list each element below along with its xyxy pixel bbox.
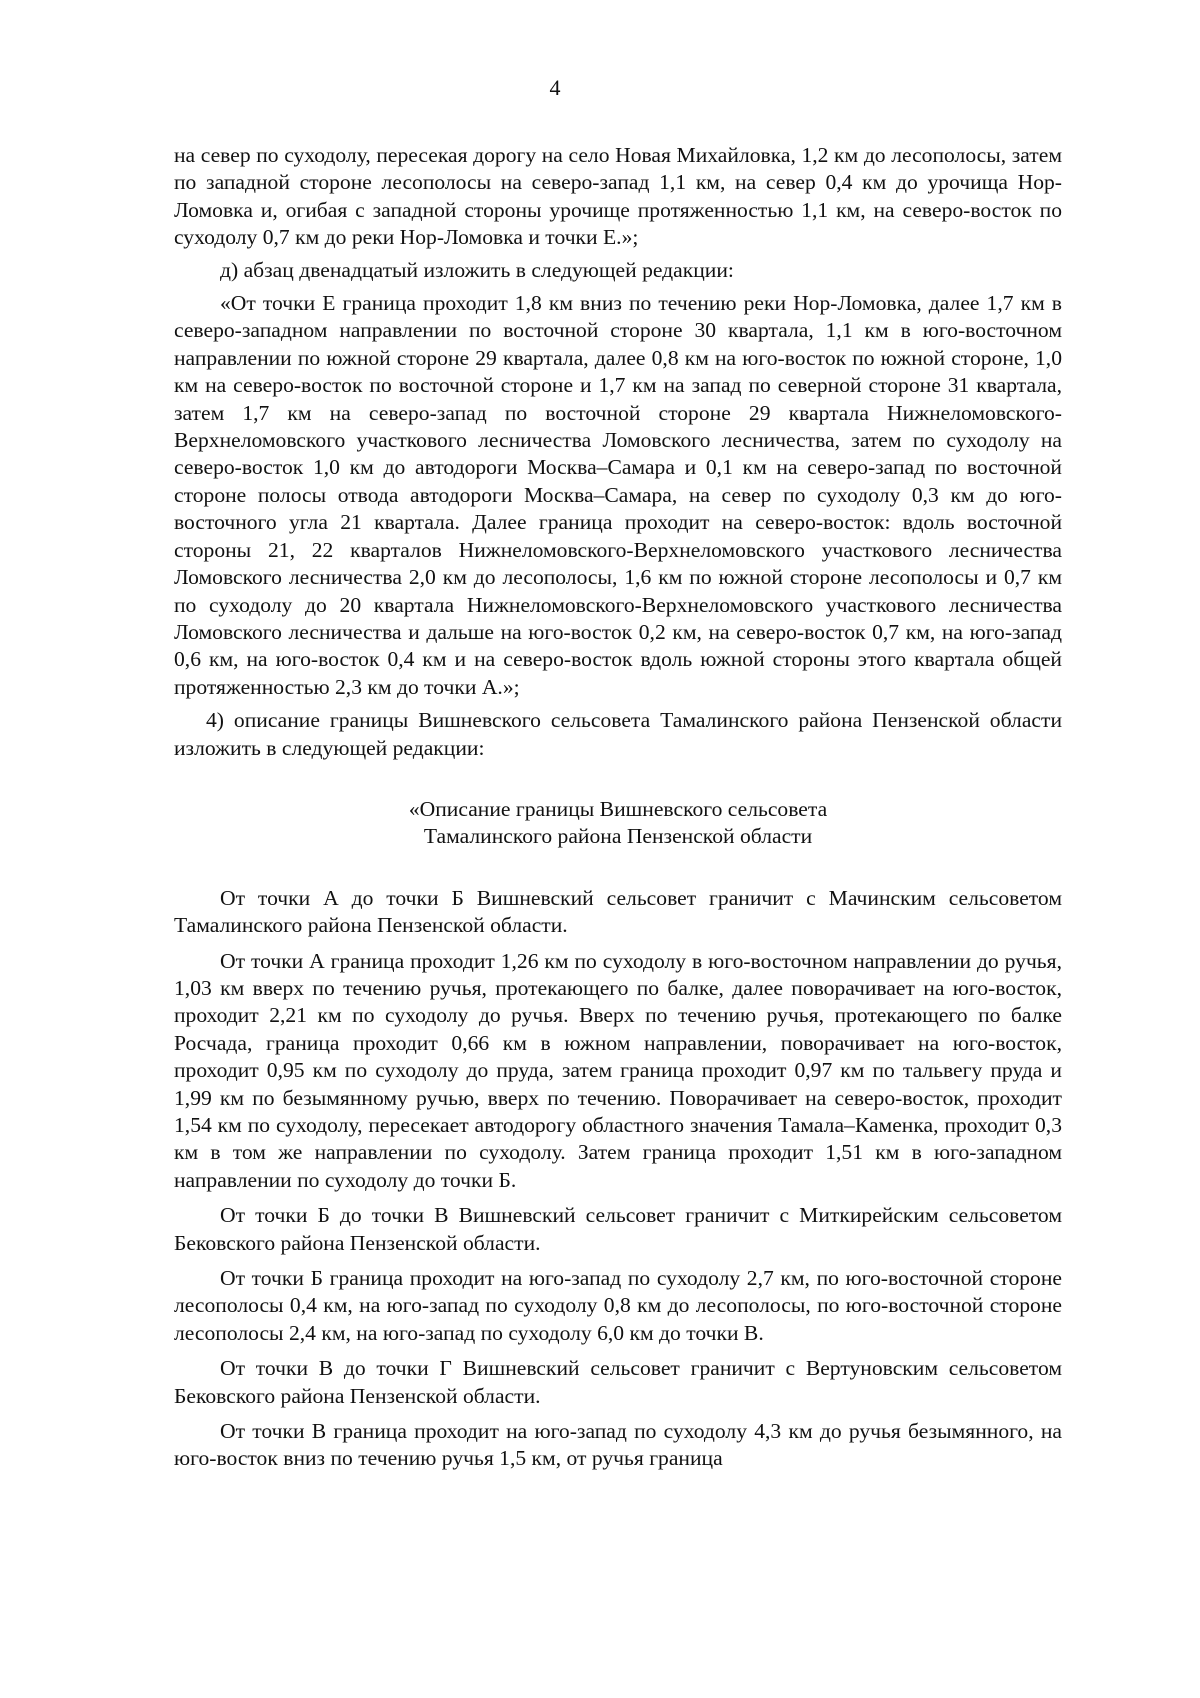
paragraph-border-v-g: От точки В до точки Г Вишневский сельсовет граничит с Вертуновским сельсоветом Бековского района Пензенской области. (174, 1356, 1062, 1408)
page-number: 4 (549, 75, 561, 100)
paragraph-continuation: на север по суходолу, пересекая дорогу на село Новая Михайловка, 1,2 км до лесополосы, затем по западной стороне лесополосы на северо-запад 1,1 км, на север 0,4 км до урочища Нор-Ломовка и, огибая с западной стороны урочище протяженностью 1,1 км, на северо-восток по суходолу 0,7 км до реки Нор-Ломовка и точки Е.»; (174, 143, 1062, 250)
paragraph-route-a: От точки А граница проходит 1,26 км по суходолу в юго-восточном направлении до ручья, 1,03 км вверх по течению ручья, протекающего по балке, далее поворачивает на юго-восток, проходит 2,21 км по суходолу до ручья. Вверх по течению ручья, протекающего по балке Росчада, граница проходит 0,66 км в южном направлении, поворачивает на юго-восток, проходит 0,95 км по суходолу до пруда, затем граница проходит 0,97 км по тальвегу пруда и 1,99 км по безымянному ручью, вверх по течению. Поворачивает на северо-восток, проходит 1,54 км по суходолу, пересекает автодорогу областного значения Тамала–Каменка, проходит 0,3 км в том же направлении по суходолу. Затем граница проходит 1,51 км в юго-западном направлении по суходолу до точки Б. (174, 948, 1062, 1192)
paragraph-quote-point-e: «От точки Е граница проходит 1,8 км вниз по течению реки Нор-Ломовка, далее 1,7 км в северо-западном направлении по восточной стороне 30 квартала, 1,1 км в юго-восточном направлении по южной стороне 29 квартала, далее 0,8 км на юго-восток по южной стороне, 1,0 км на северо-восток по восточной стороне и 1,7 км на запад по северной стороне 31 квартала, затем 1,7 км на северо-запад по восточной стороне 29 квартала Нижнеломовского-Верхнеломовского участкового лесничества Ломовского лесничества, затем по суходолу на северо-восток 1,0 км до автодороги Москва–Самара и 0,1 км на северо-запад по восточной стороне полосы отвода автодороги Москва–Самара, на север по суходолу 0,3 км до юго-восточного угла 21 квартала. Далее граница проходит на северо-восток: вдоль восточной стороны 21, 22 кварталов Нижнеломовского-Верхнеломовского участкового лесничества Ломовского лесничества 2,0 км до лесополосы, 1,6 км по южной стороне лесополосы и 0,7 км по суходолу до 20 квартала Нижнеломовского-Верхнеломовского участкового лесничества Ломовского лесничества и дальше на юго-восток 0,2 км, на северо-восток 0,7 км, на юго-запад 0,6 км, на юго-восток 0,4 км и на северо-восток вдоль южной стороны этого квартала общей протяженностью 2,3 км до точки А.»; (174, 291, 1062, 699)
section-heading (174, 796, 1062, 851)
paragraph-route-b: От точки Б граница проходит на юго-запад по суходолу 2,7 км, по юго-восточной стороне лесополосы 0,4 км, на юго-запад по суходолу 0,8 км до лесополосы, по юго-восточной стороне лесополосы 2,4 км, на юго-запад по суходолу 6,0 км до точки В. (174, 1266, 1062, 1345)
document-body (174, 142, 1062, 1473)
paragraph-route-v: От точки В граница проходит на юго-запад по суходолу 4,3 км до ручья безымянного, на юго-восток вниз по течению ручья 1,5 км, от ручья граница (174, 1419, 1062, 1471)
paragraph-border-b-v: От точки Б до точки В Вишневский сельсовет граничит с Миткирейским сельсоветом Бековского района Пензенской области. (174, 1203, 1062, 1255)
heading-line-2: Тамалинского района Пензенской области (423, 824, 813, 849)
paragraph-item-d: д) абзац двенадцатый изложить в следующей редакции: (220, 257, 734, 282)
paragraph-item-4: 4) описание границы Вишневского сельсовета Тамалинского района Пензенской области изложить в следующей редакции: (174, 708, 1062, 760)
heading-line-1: «Описание границы Вишневского сельсовета (408, 796, 828, 821)
paragraph-border-a-b: От точки А до точки Б Вишневский сельсовет граничит с Мачинским сельсоветом Тамалинского района Пензенской области. (174, 885, 1062, 938)
